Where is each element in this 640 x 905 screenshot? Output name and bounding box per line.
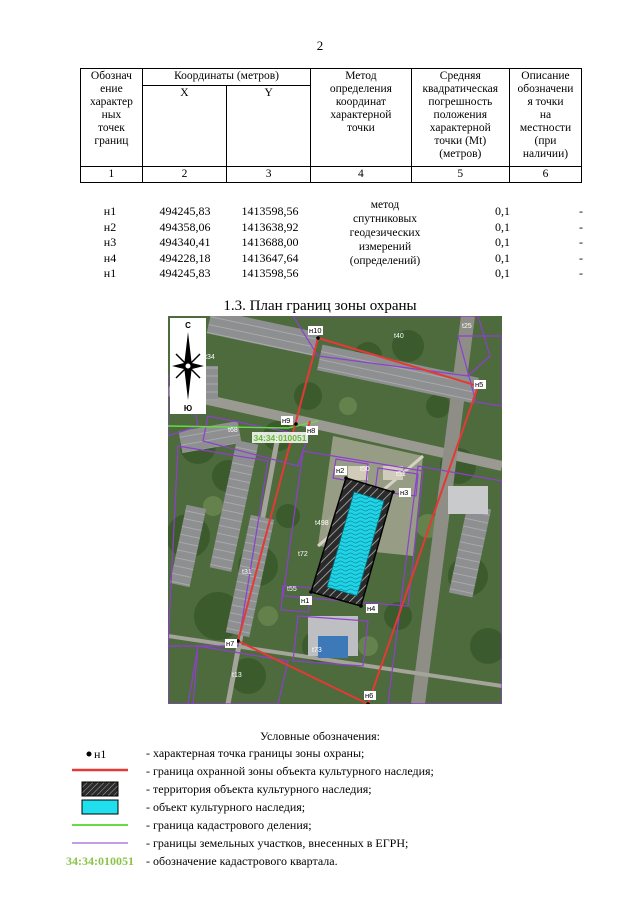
compass-north-label: С xyxy=(185,321,191,330)
point-name: н3 xyxy=(103,235,117,249)
column-number: 5 xyxy=(411,167,509,183)
point-symbol-label: н1 xyxy=(94,747,107,761)
accuracy-value: 0,1 xyxy=(495,250,510,265)
accuracy-value: 0,1 xyxy=(495,219,510,234)
page-number: 2 xyxy=(316,38,324,53)
column-number: 4 xyxy=(311,167,411,183)
red-line-symbol xyxy=(60,763,140,779)
parcel-label: t498 xyxy=(315,520,329,527)
parcel-label: t25 xyxy=(462,323,472,330)
compass-south-label: Ю xyxy=(183,404,193,413)
column-number: 2 xyxy=(142,167,226,183)
x-value: 494358,06 xyxy=(159,219,211,234)
column-number: 3 xyxy=(227,167,311,183)
map-canvas xyxy=(168,316,502,704)
header-x: X xyxy=(142,86,226,167)
legend-text: - границы земельных участков, внесенных в ЕГРН; xyxy=(146,836,409,850)
method-value: метод спутниковых геодезических измерений (определений) xyxy=(349,199,421,267)
legend-item-parcels xyxy=(0,835,640,851)
point-name: н4 xyxy=(103,250,117,265)
y-value: 1413598,56 xyxy=(241,266,299,280)
y-value: 1413598,56 xyxy=(241,204,299,218)
description-value: - xyxy=(579,235,583,249)
description-value: - xyxy=(579,204,583,218)
header-point-designation: Обознач ение характер ных точек границ xyxy=(81,69,143,167)
parcel-label: t55 xyxy=(287,586,297,593)
legend-item-quarter xyxy=(0,853,640,869)
column-number: 1 xyxy=(81,167,143,183)
header-description: Описание обозначени я точки на местности (при наличии) xyxy=(509,69,581,167)
svg-text:н1: н1 xyxy=(301,596,310,605)
parcel-label: t40 xyxy=(394,333,404,340)
legend-item-object xyxy=(0,799,640,815)
point-symbol xyxy=(60,745,140,761)
point-name-column xyxy=(80,204,140,282)
svg-text:н7: н7 xyxy=(226,639,235,648)
accuracy-column xyxy=(460,204,545,282)
y-value: 1413647,64 xyxy=(241,250,299,265)
point-name: н2 xyxy=(103,219,117,234)
legend-text: - обозначение кадастрового квартала. xyxy=(146,854,338,868)
description-value: - xyxy=(579,266,583,280)
legend-text: - граница охранной зоны объекта культурного наследия; xyxy=(146,764,434,778)
legend-item-point xyxy=(0,745,640,761)
point-marker xyxy=(306,426,318,435)
coordinates-data xyxy=(80,196,582,286)
header-y: Y xyxy=(227,86,311,167)
svg-text:н6: н6 xyxy=(365,691,374,700)
cadastral-label xyxy=(252,432,308,443)
svg-text:н10: н10 xyxy=(309,326,322,335)
legend-item-territory xyxy=(0,781,640,797)
parcel-label: t72 xyxy=(298,551,308,558)
protection-zone-map xyxy=(168,316,502,704)
coordinates-table xyxy=(80,68,582,183)
description-value: - xyxy=(579,250,583,265)
legend-text: - объект культурного наследия; xyxy=(146,800,306,814)
svg-text:н9: н9 xyxy=(282,416,291,425)
legend-text: - характерная точка границы зоны охраны; xyxy=(146,746,365,760)
point-name: н1 xyxy=(103,204,117,218)
y-value: 1413688,00 xyxy=(241,235,299,249)
legend-title: Условные обозначения: xyxy=(259,729,381,743)
parcel-label: t13 xyxy=(232,672,242,679)
description-column xyxy=(545,204,617,282)
accuracy-value: 0,1 xyxy=(495,266,510,280)
accuracy-value: 0,1 xyxy=(495,235,510,249)
point-name: н1 xyxy=(103,266,117,280)
compass-icon xyxy=(170,318,206,414)
svg-text:34:34:010051: 34:34:010051 xyxy=(253,433,307,443)
legend-text: - граница кадастрового деления; xyxy=(146,818,312,832)
column-number: 6 xyxy=(509,167,581,183)
header-accuracy: Средняя квадратическая погрешность положения характерной точки (Mt) (метров) xyxy=(411,69,509,167)
header-method: Метод определения координат характерной точки xyxy=(311,69,411,167)
cyan-box-symbol xyxy=(60,799,140,815)
x-value: 494245,83 xyxy=(159,266,211,280)
legend-item-boundary xyxy=(0,763,640,779)
header-coordinates: Координаты (метров) xyxy=(142,69,310,86)
x-value: 494228,18 xyxy=(159,250,211,265)
hatch-symbol xyxy=(60,781,140,797)
svg-text:н3: н3 xyxy=(400,488,409,497)
parcel-label: t34 xyxy=(205,354,215,361)
legend-text: - территория объекта культурного наследия; xyxy=(146,782,372,796)
x-value: 494245,83 xyxy=(159,204,211,218)
x-column xyxy=(140,204,230,282)
parcel-label: t73 xyxy=(312,647,322,654)
cadastral-code: 34:34:010051 xyxy=(66,854,134,868)
point-marker xyxy=(474,380,486,389)
accuracy-value: 0,1 xyxy=(495,204,510,218)
svg-text:н2: н2 xyxy=(336,466,345,475)
section-title: 1.3. План границ зоны охраны xyxy=(223,298,417,314)
parcel-label: t68 xyxy=(228,427,238,434)
description-value: - xyxy=(579,219,583,234)
x-value: 494340,41 xyxy=(159,235,211,249)
y-column xyxy=(230,204,310,282)
parcel-label: t31 xyxy=(242,569,252,576)
parcel-label: t50 xyxy=(360,466,370,473)
y-value: 1413638,92 xyxy=(241,219,299,234)
parcel-label: t51 xyxy=(396,471,406,478)
svg-text:н5: н5 xyxy=(475,380,484,389)
green-line-symbol xyxy=(60,817,140,833)
svg-text:н8: н8 xyxy=(307,426,316,435)
svg-text:н4: н4 xyxy=(367,604,376,613)
purple-line-symbol xyxy=(60,835,140,851)
legend-item-cadastral-division xyxy=(0,817,640,833)
